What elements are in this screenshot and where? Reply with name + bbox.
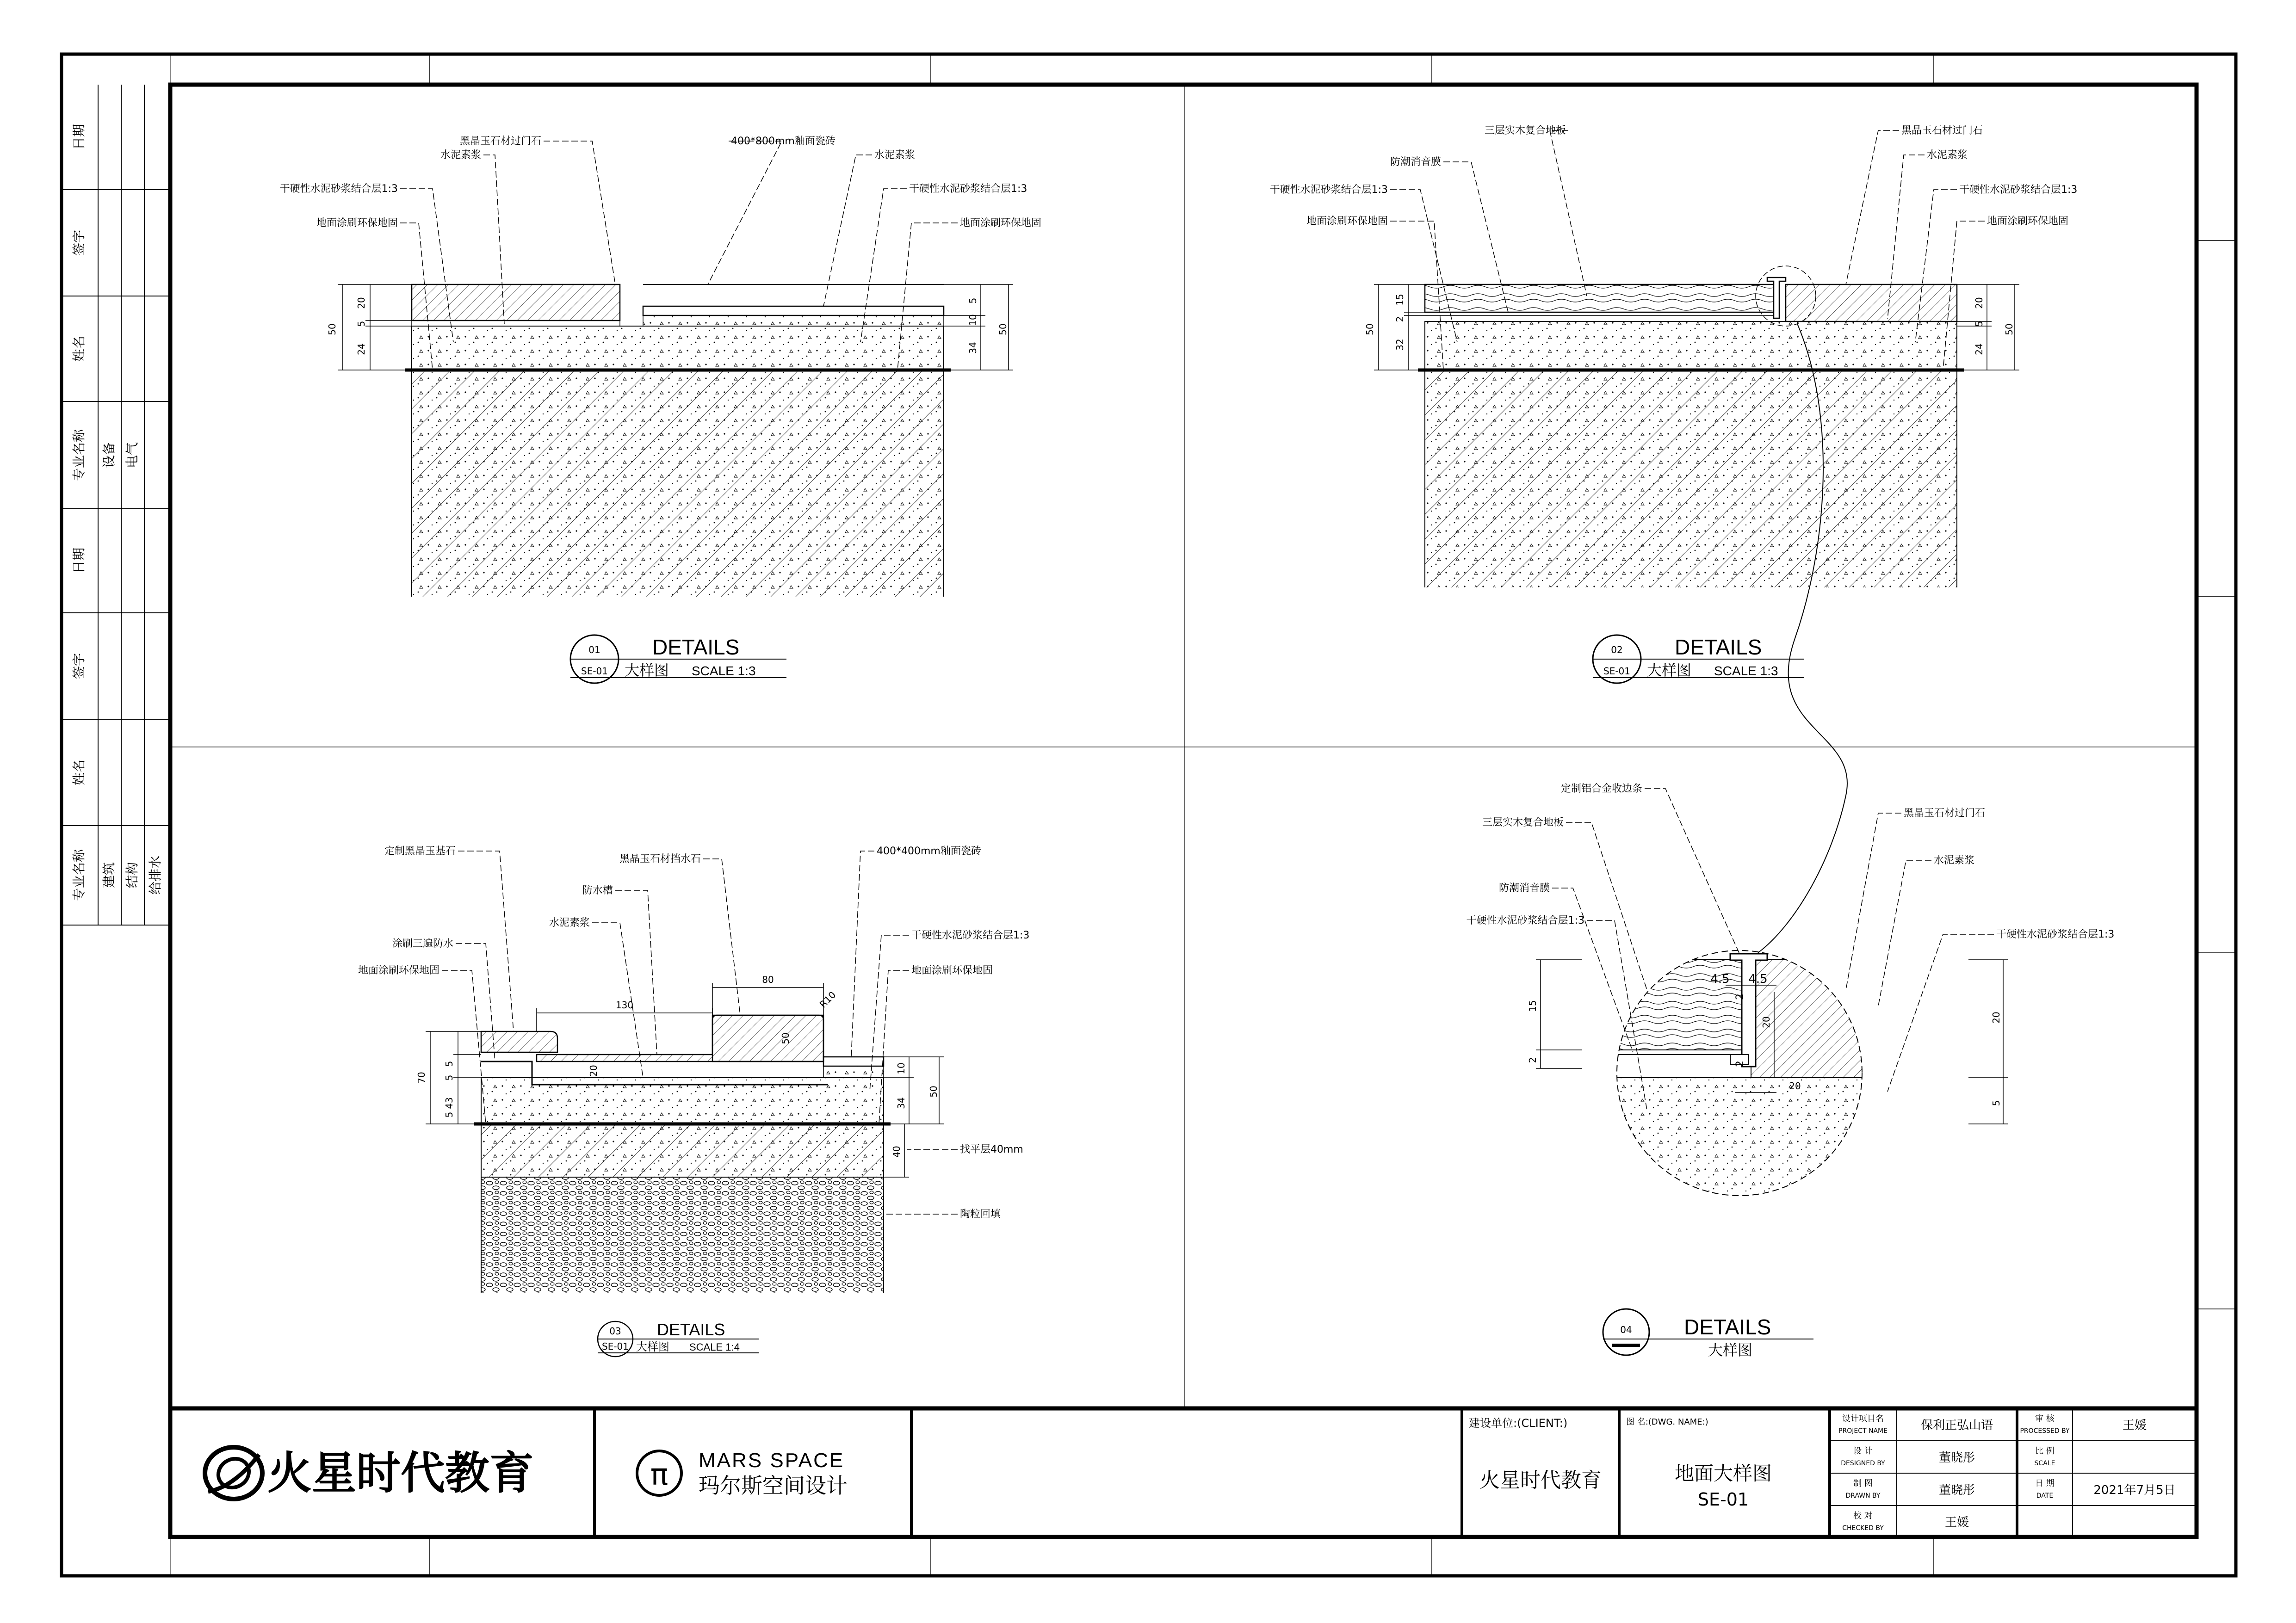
ceramic-tile bbox=[643, 306, 944, 315]
sidebar-label: 日期 bbox=[71, 123, 87, 150]
callout-label: 水泥素浆 bbox=[549, 917, 590, 929]
dimension-text: 70 bbox=[416, 1072, 427, 1084]
dimension-text: 50 bbox=[2004, 323, 2015, 335]
detail-number: 02 bbox=[1611, 644, 1623, 655]
drawing-name: 地面大样图 bbox=[1674, 1462, 1772, 1485]
callout-label: 干硬性水泥砂浆结合层1:3 bbox=[909, 183, 1027, 195]
dimension-text: 5 bbox=[444, 1111, 455, 1118]
dimension-text: 50 bbox=[780, 1032, 791, 1044]
callout-label: 水泥素浆 bbox=[440, 149, 481, 161]
detail-number: 03 bbox=[609, 1326, 621, 1337]
detail-03 bbox=[358, 845, 1029, 1357]
sidebar-value: 给排水 bbox=[148, 855, 163, 895]
callout-label: 地面涂刷环保地固 bbox=[1306, 216, 1388, 227]
dimension-text: 2 bbox=[1394, 316, 1405, 322]
dimension-text: 24 bbox=[356, 343, 367, 355]
callout-label: 400*800mm釉面瓷砖 bbox=[731, 136, 835, 147]
detail-scale: SCALE 1:4 bbox=[689, 1341, 740, 1353]
studio-name-en: MARS SPACE bbox=[699, 1449, 845, 1472]
row-value: 董晓彤 bbox=[1938, 1483, 1975, 1497]
education-logo bbox=[205, 1447, 534, 1499]
sidebar-value: 电气 bbox=[124, 442, 140, 469]
dimension-text: 34 bbox=[967, 342, 978, 354]
row-value: 王媛 bbox=[1944, 1516, 1969, 1530]
drawing-number: SE-01 bbox=[1697, 1489, 1749, 1510]
callout-label: 黑晶玉石材过门石 bbox=[1901, 125, 1983, 136]
row-value: 王媛 bbox=[2122, 1419, 2147, 1432]
client-label: 建设单位:(CLIENT:) bbox=[1469, 1417, 1568, 1430]
detail-sheet-ref: SE-01 bbox=[602, 1341, 629, 1352]
callout-label: 黑晶玉石材挡水石 bbox=[619, 853, 701, 865]
dimension-text: 34 bbox=[896, 1097, 907, 1109]
row-label-en: CHECKED BY bbox=[1842, 1524, 1884, 1532]
sidebar-value: 结构 bbox=[124, 862, 140, 889]
detail-title: DETAILS bbox=[1684, 1315, 1771, 1339]
detail-number: 04 bbox=[1620, 1324, 1632, 1335]
detail-scale: SCALE 1:3 bbox=[1714, 664, 1778, 678]
callout-label: 干硬性水泥砂浆结合层1:3 bbox=[1996, 929, 2115, 940]
dimension-text: 4.5 bbox=[1710, 972, 1730, 986]
dimension-text: 20 bbox=[1789, 1080, 1801, 1092]
callout-label: 三层实木复合地板 bbox=[1482, 817, 1564, 828]
sidebar-label: 专业名称 bbox=[71, 429, 87, 481]
callout-label: 定制黑晶玉基石 bbox=[384, 845, 456, 857]
row-label-en: PROCESSED BY bbox=[2020, 1427, 2070, 1435]
callout-label: 干硬性水泥砂浆结合层1:3 bbox=[279, 183, 398, 195]
detail-subtitle: 大样图 bbox=[1647, 661, 1692, 679]
row-label-en: PROJECT NAME bbox=[1838, 1427, 1888, 1435]
dimension-text: 43 bbox=[444, 1097, 455, 1109]
sidebar-value: 建筑 bbox=[101, 862, 117, 889]
ceramsite-fill bbox=[481, 1177, 884, 1293]
dimension-text: 5 bbox=[444, 1074, 455, 1081]
row-label-cn: 比 例 bbox=[2035, 1446, 2055, 1456]
dimension-text: 50 bbox=[327, 323, 338, 335]
logo-text: 火星时代教育 bbox=[267, 1447, 534, 1499]
dimension-text: 50 bbox=[997, 323, 1009, 335]
row-value: 2021年7月5日 bbox=[2093, 1483, 2176, 1497]
detail-01 bbox=[280, 136, 1041, 683]
callout-label: 地面涂刷环保地固 bbox=[911, 965, 993, 976]
sign-off-strip bbox=[62, 85, 170, 925]
sidebar-label: 日期 bbox=[71, 547, 87, 574]
dimension-text: 20 bbox=[1761, 1016, 1772, 1028]
detail-subtitle: 大样图 bbox=[1708, 1341, 1753, 1359]
callout-label: 水泥素浆 bbox=[1934, 855, 1975, 866]
callout-label: 地面涂刷环保地固 bbox=[1987, 216, 2069, 227]
callout-label: 陶粒回填 bbox=[960, 1209, 1001, 1220]
detail-02 bbox=[1270, 125, 2078, 953]
dimension-text: 10 bbox=[967, 314, 978, 326]
detail-tag-03 bbox=[598, 1320, 759, 1357]
callout-label: 地面涂刷环保地固 bbox=[358, 965, 439, 976]
detail-number: 01 bbox=[588, 644, 600, 655]
row-label-cn: 日 期 bbox=[2035, 1479, 2055, 1488]
row-value: 董晓彤 bbox=[1938, 1451, 1975, 1465]
dimension-text: 130 bbox=[615, 1000, 634, 1011]
dimension-text: 5 bbox=[444, 1061, 455, 1067]
sidebar-label: 姓名 bbox=[71, 335, 87, 362]
studio-brand bbox=[637, 1449, 848, 1498]
dimension-text: 20 bbox=[356, 297, 367, 309]
callout-label: 干硬性水泥砂浆结合层1:3 bbox=[911, 930, 1030, 941]
callout-label: 干硬性水泥砂浆结合层1:3 bbox=[1466, 915, 1584, 926]
dimension-text: 24 bbox=[1974, 343, 1985, 355]
dimension-text: 80 bbox=[762, 974, 774, 985]
row-label-en: DESIGNED BY bbox=[1841, 1460, 1885, 1467]
callout-label: 黑晶玉石材过门石 bbox=[459, 136, 541, 147]
dimension-text: 20 bbox=[588, 1065, 599, 1077]
row-value: 保利正弘山语 bbox=[1920, 1419, 1993, 1432]
dimension-text: 2 bbox=[1527, 1057, 1538, 1063]
sidebar-value: 设备 bbox=[101, 442, 117, 469]
row-label-cn: 设 计 bbox=[1853, 1446, 1873, 1456]
dimension-text: 5 bbox=[1991, 1100, 2002, 1106]
detail-sheet-ref: SE-01 bbox=[581, 666, 608, 677]
callout-label: 防潮消音膜 bbox=[1498, 882, 1550, 894]
dimension-text: 15 bbox=[1394, 294, 1405, 306]
callout-label: 400*400mm釉面瓷砖 bbox=[877, 845, 981, 857]
callout-label: 水泥素浆 bbox=[1927, 149, 1968, 161]
row-label-en: SCALE bbox=[2034, 1460, 2055, 1467]
detail-tag-04 bbox=[1603, 1309, 1813, 1359]
dimension-text: 40 bbox=[891, 1146, 902, 1158]
stone-threshold bbox=[412, 284, 620, 321]
detail-title: DETAILS bbox=[657, 1320, 725, 1339]
mortar-bed bbox=[412, 326, 944, 370]
callout-label: 涂刷三遍防水 bbox=[392, 938, 453, 950]
sidebar-label: 专业名称 bbox=[71, 849, 87, 901]
callout-label: 黑晶玉石材过门石 bbox=[1904, 808, 1986, 819]
sidebar-label: 签字 bbox=[71, 229, 87, 256]
callout-label: 找平层40mm bbox=[960, 1144, 1023, 1155]
callout-label: 防水槽 bbox=[582, 885, 613, 896]
dimension-text: R10 bbox=[817, 989, 838, 1010]
sidebar-label: 签字 bbox=[71, 653, 87, 679]
dimension-text: 32 bbox=[1394, 339, 1405, 351]
dimension-text: 50 bbox=[1364, 323, 1375, 335]
dimension-text: 5 bbox=[967, 297, 978, 304]
detail-subtitle: 大样图 bbox=[636, 1340, 669, 1353]
detail-subtitle: 大样图 bbox=[625, 661, 669, 679]
callout-label: 干硬性水泥砂浆结合层1:3 bbox=[1959, 184, 2078, 196]
callout-label: 水泥素浆 bbox=[874, 149, 916, 161]
dimension-text: 15 bbox=[1527, 1000, 1538, 1012]
dimension-text: 2 bbox=[1734, 994, 1746, 1000]
detail-title: DETAILS bbox=[1675, 635, 1762, 659]
row-label-cn: 审 核 bbox=[2035, 1414, 2055, 1424]
row-label-en: DRAWN BY bbox=[1845, 1492, 1881, 1500]
studio-name-cn: 玛尔斯空间设计 bbox=[699, 1473, 848, 1498]
row-label-cn: 制 图 bbox=[1853, 1479, 1873, 1488]
dimension-text: 20 bbox=[1974, 297, 1985, 309]
drawing-name-label: 图 名:(DWG. NAME:) bbox=[1626, 1417, 1708, 1427]
client-value: 火星时代教育 bbox=[1479, 1469, 1602, 1492]
callout-label: 地面涂刷环保地固 bbox=[316, 217, 398, 229]
callout-label: 干硬性水泥砂浆结合层1:3 bbox=[1269, 184, 1388, 196]
sidebar-label: 姓名 bbox=[71, 759, 87, 786]
wood-floor bbox=[1425, 284, 1776, 312]
dimension-text: 10 bbox=[896, 1062, 907, 1074]
callout-label: 防潮消音膜 bbox=[1390, 156, 1441, 168]
dimension-text: 4.5 bbox=[1748, 972, 1768, 986]
detail-sheet-ref: SE-01 bbox=[1603, 666, 1630, 677]
row-label-en: DATE bbox=[2036, 1492, 2054, 1500]
dimension-text: 50 bbox=[928, 1086, 939, 1098]
dimension-text: 2 bbox=[1734, 1061, 1746, 1067]
studio-symbol: π bbox=[650, 1458, 668, 1492]
dimension-text: 20 bbox=[1991, 1012, 2002, 1024]
callout-label: 地面涂刷环保地固 bbox=[960, 217, 1042, 229]
detail-title: DETAILS bbox=[652, 635, 740, 659]
detail-tag-01 bbox=[570, 635, 786, 683]
dimension-text: 5 bbox=[356, 321, 367, 327]
row-label-cn: 校 对 bbox=[1853, 1511, 1873, 1521]
row-label-cn: 设计项目名 bbox=[1842, 1414, 1884, 1424]
title-block bbox=[170, 1408, 2197, 1537]
callout-label: 三层实木复合地板 bbox=[1484, 125, 1566, 136]
detail-scale: SCALE 1:3 bbox=[692, 664, 756, 678]
callout-label: 定制铝合金收边条 bbox=[1560, 783, 1642, 795]
detail-tag-02 bbox=[1593, 635, 1804, 683]
dimension-text: 5 bbox=[1974, 321, 1985, 327]
detail-04 bbox=[1467, 783, 2115, 1359]
